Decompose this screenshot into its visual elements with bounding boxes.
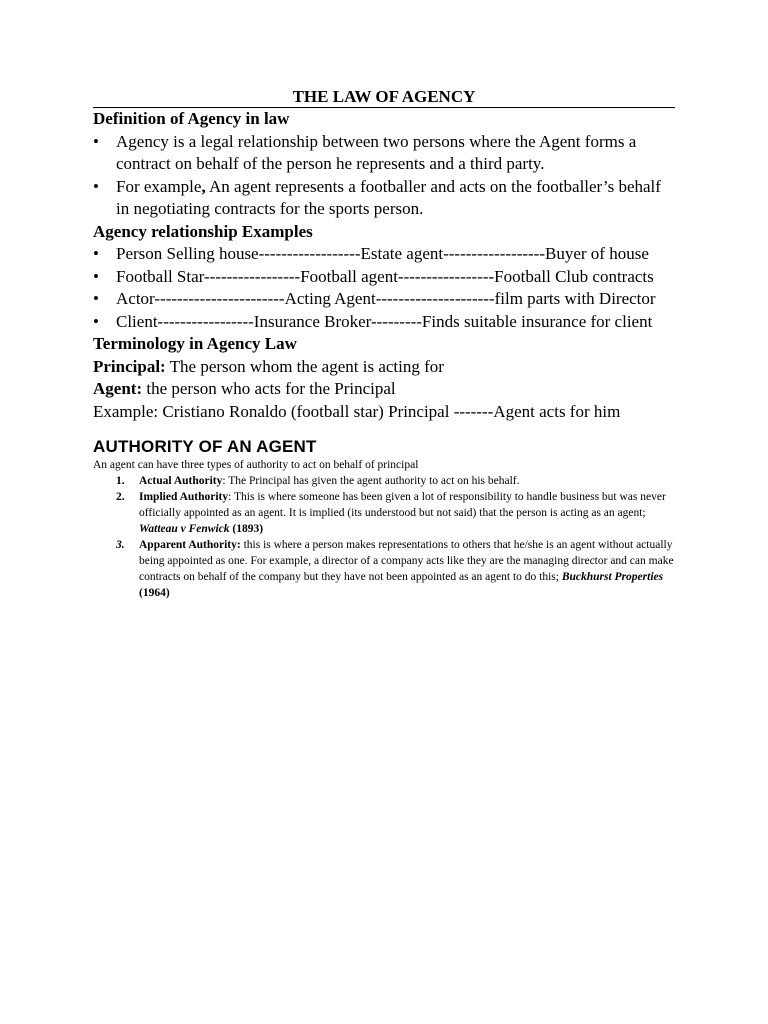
authority-section (93, 457, 675, 601)
list-item: • Football Star-----------------Football agent-----------------Football Club contracts (93, 266, 675, 289)
agent-text: the person who acts for the Principal (142, 379, 396, 398)
list-item: • Actor-----------------------Acting Agent---------------------film parts with Director (93, 288, 675, 311)
item-text: this is where a person makes representations to others that he/she is an agent without actually being appointed as one. For example, a director of a company acts like they are the managing director and can make contracts on behalf of the company but they have not been appointed as an agent to do this; (139, 539, 674, 583)
agent-definition (93, 378, 675, 401)
item-number: 2. (116, 491, 125, 503)
item-number: 3. (116, 539, 125, 551)
examples-list (93, 243, 675, 333)
authority-item-actual (93, 473, 675, 489)
item-text: : The Principal has given the agent authority to act on his behalf. (222, 475, 520, 487)
example-continuation: behalf in negotiating contracts for the sports person. (116, 176, 661, 218)
definition-heading: Definition of Agency in law (93, 109, 290, 128)
item-text: : This is where someone has been given a lot of responsibility to handle business but was never officially appointed as an agent. It is implied (its understood but not said) that the person is acting as an agent; (139, 491, 666, 519)
case-year: (1893) (229, 523, 264, 535)
principal-label: Principal: (93, 356, 166, 376)
item-label: Implied Authority (139, 491, 229, 503)
case-year: (1964) (139, 587, 170, 599)
item-label: Apparent Authority: (139, 539, 241, 551)
item-label: Actual Authority (139, 475, 223, 487)
example-rest: An agent represents a footballer and acts on the footballer’s (205, 176, 615, 196)
definition-section (93, 108, 675, 221)
case-name: Watteau v Fenwick (139, 523, 230, 535)
example-prefix: For example (116, 176, 202, 196)
terminology-example: Example: Cristiano Ronaldo (football star) Principal -------Agent acts for him (93, 401, 621, 421)
principal-definition (93, 356, 675, 379)
principal-text: The person whom the agent is acting for (165, 356, 444, 376)
definition-list (93, 131, 675, 221)
examples-section (93, 221, 675, 334)
example-comma: , (201, 176, 206, 196)
list-item: • Person Selling house------------------Estate agent------------------Buyer of house (93, 243, 675, 266)
document-title: THE LAW OF AGENCY (93, 87, 675, 108)
authority-heading: AUTHORITY OF AN AGENT (93, 437, 317, 456)
case-name: Buckhurst Properties (561, 571, 664, 583)
document-page (93, 87, 675, 601)
terminology-section (93, 333, 675, 423)
terminology-heading: Terminology in Agency Law (93, 334, 297, 353)
examples-heading: Agency relationship Examples (93, 221, 313, 241)
authority-item-implied (93, 489, 675, 537)
authority-list (93, 473, 675, 601)
agent-label: Agent: (93, 379, 143, 398)
list-item: • Client-----------------Insurance Broker---------Finds suitable insurance for client (93, 311, 675, 334)
authority-intro: An agent can have three types of authority to act on behalf of principal (93, 459, 419, 471)
definition-bullet-1: • Agency is a legal relationship between two persons where the Agent forms a contract on behalf of the person he represents and a third party. (93, 131, 675, 176)
authority-item-apparent (93, 537, 675, 601)
definition-bullet-2 (93, 176, 675, 221)
item-number: 1. (116, 475, 125, 487)
